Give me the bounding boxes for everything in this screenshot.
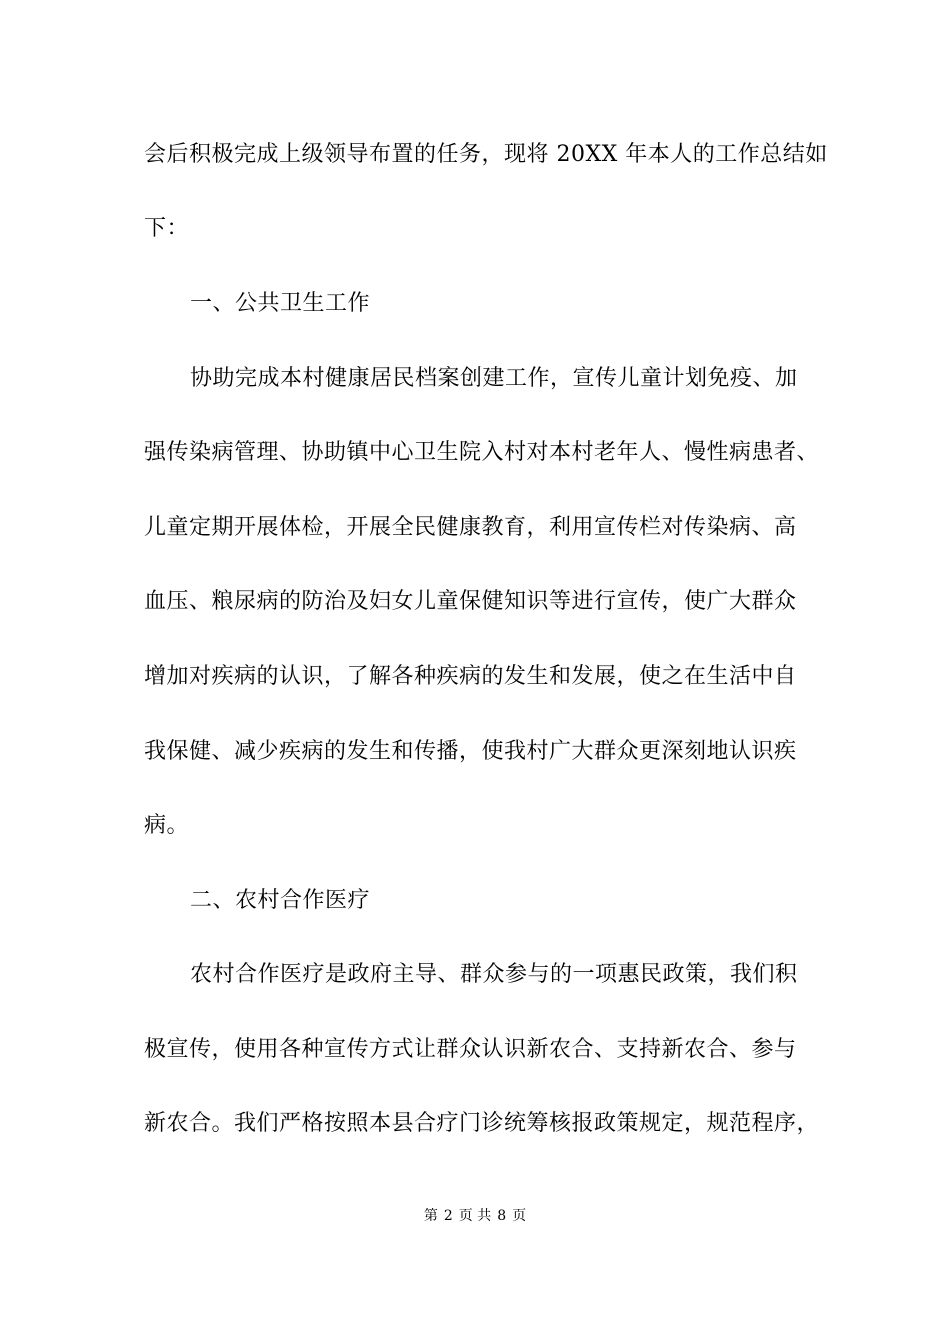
section-heading: 二、农村合作医疗 [190,888,371,913]
page-footer [0,1207,950,1225]
paragraph-line: 强传染病管理、协助镇中心卫生院入村对本村老年人、慢性病患者、 [144,440,820,465]
page-label-suffix: 页 [512,1208,527,1224]
total-pages-number: 8 [497,1208,507,1224]
paragraph-line: 会后积极完成上级领导布置的任务，现将 20XX 年本人的工作总结如 [144,142,828,167]
section-heading: 一、公共卫生工作 [190,291,371,316]
paragraph-line: 极宣传，使用各种宣传方式让群众认识新农合、支持新农合、参与 [144,1037,797,1062]
paragraph-line: 下： [144,216,190,241]
page-label-prefix: 第 [423,1208,438,1224]
paragraph-line: 病。 [144,813,190,838]
paragraph-line: 我保健、减少疾病的发生和传播，使我村广大群众更深刻地认识疾 [144,739,797,764]
current-page-number: 2 [443,1208,453,1224]
paragraph-line: 儿童定期开展体检，开展全民健康教育，利用宣传栏对传染病、高 [144,515,797,540]
paragraph-line: 血压、粮尿病的防治及妇女儿童保健知识等进行宣传，使广大群众 [144,589,797,614]
paragraph-line: 增加对疾病的认识，了解各种疾病的发生和发展，使之在生活中自 [144,664,797,689]
paragraph-line: 协助完成本村健康居民档案创建工作，宣传儿童计划免疫、加 [190,366,798,391]
paragraph-line: 新农合。我们严格按照本县合疗门诊统筹核报政策规定，规范程序， [144,1111,820,1136]
page-label-mid: 页 共 [458,1208,492,1224]
paragraph-line: 农村合作医疗是政府主导、群众参与的一项惠民政策，我们积 [190,962,798,987]
